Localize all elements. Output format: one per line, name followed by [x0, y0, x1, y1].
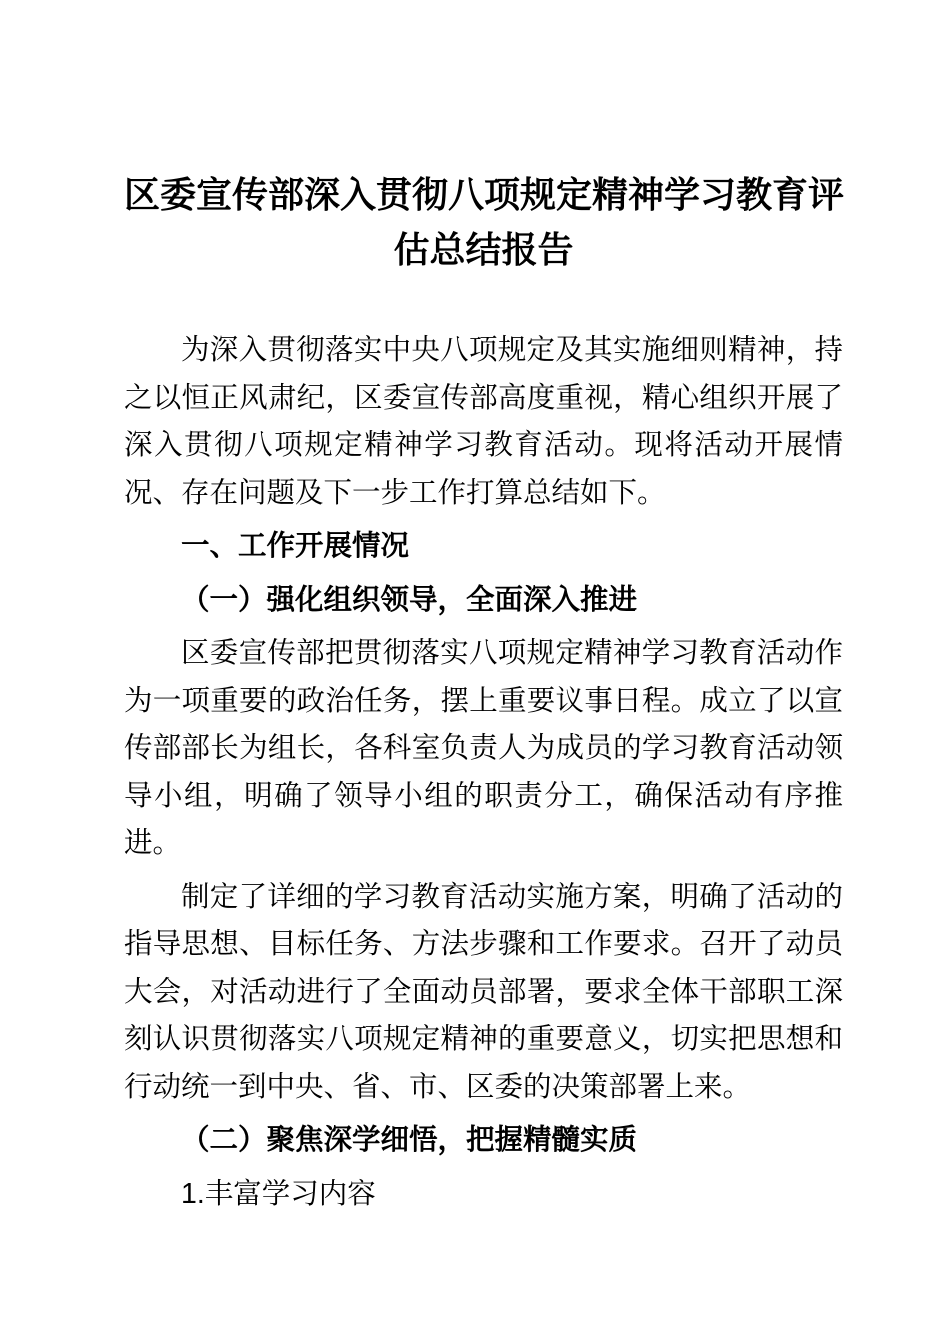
subsection-heading-strengthen-leadership: （一）强化组织领导，全面深入推进: [181, 583, 638, 616]
item-heading-enrich-learning-content: 1.丰富学习内容: [181, 1177, 376, 1210]
paragraph-leadership-group: 区委宣传部把贯彻落实八项规定精神学习教育活动作为一项重要的政治任务，摆上重要议事日程。成立了以宣传部部长为组长，各科室负责人为成员的学习教育活动领导小组，明确了领导小组的职责分工，确保活动有序推进。: [124, 637, 843, 859]
document-title-line-1: 区委宣传部深入贯彻八项规定精神学习教育评: [124, 174, 845, 215]
document-title: [124, 167, 843, 277]
section-heading-work-progress: 一、工作开展情况: [181, 530, 410, 562]
paragraph-intro: 为深入贯彻落实中央八项规定及其实施细则精神，持之以恒正风肃纪，区委宣传部高度重视，精心组织开展了深入贯彻八项规定精神学习教育活动。现将活动开展情况、存在问题及下一步工作打算总结如下。: [124, 334, 843, 509]
paragraph-implementation-plan: 制定了详细的学习教育活动实施方案，明确了活动的指导思想、目标任务、方法步骤和工作要求。召开了动员大会，对活动进行了全面动员部署，要求全体干部职工深刻认识贯彻落实八项规定精神的重要意义，切实把思想和行动统一到中央、省、市、区委的决策部署上来。: [124, 880, 843, 1103]
document-title-line-2: 估总结报告: [393, 229, 574, 270]
subsection-heading-deep-study: （二）聚焦深学细悟，把握精髓实质: [181, 1124, 638, 1156]
